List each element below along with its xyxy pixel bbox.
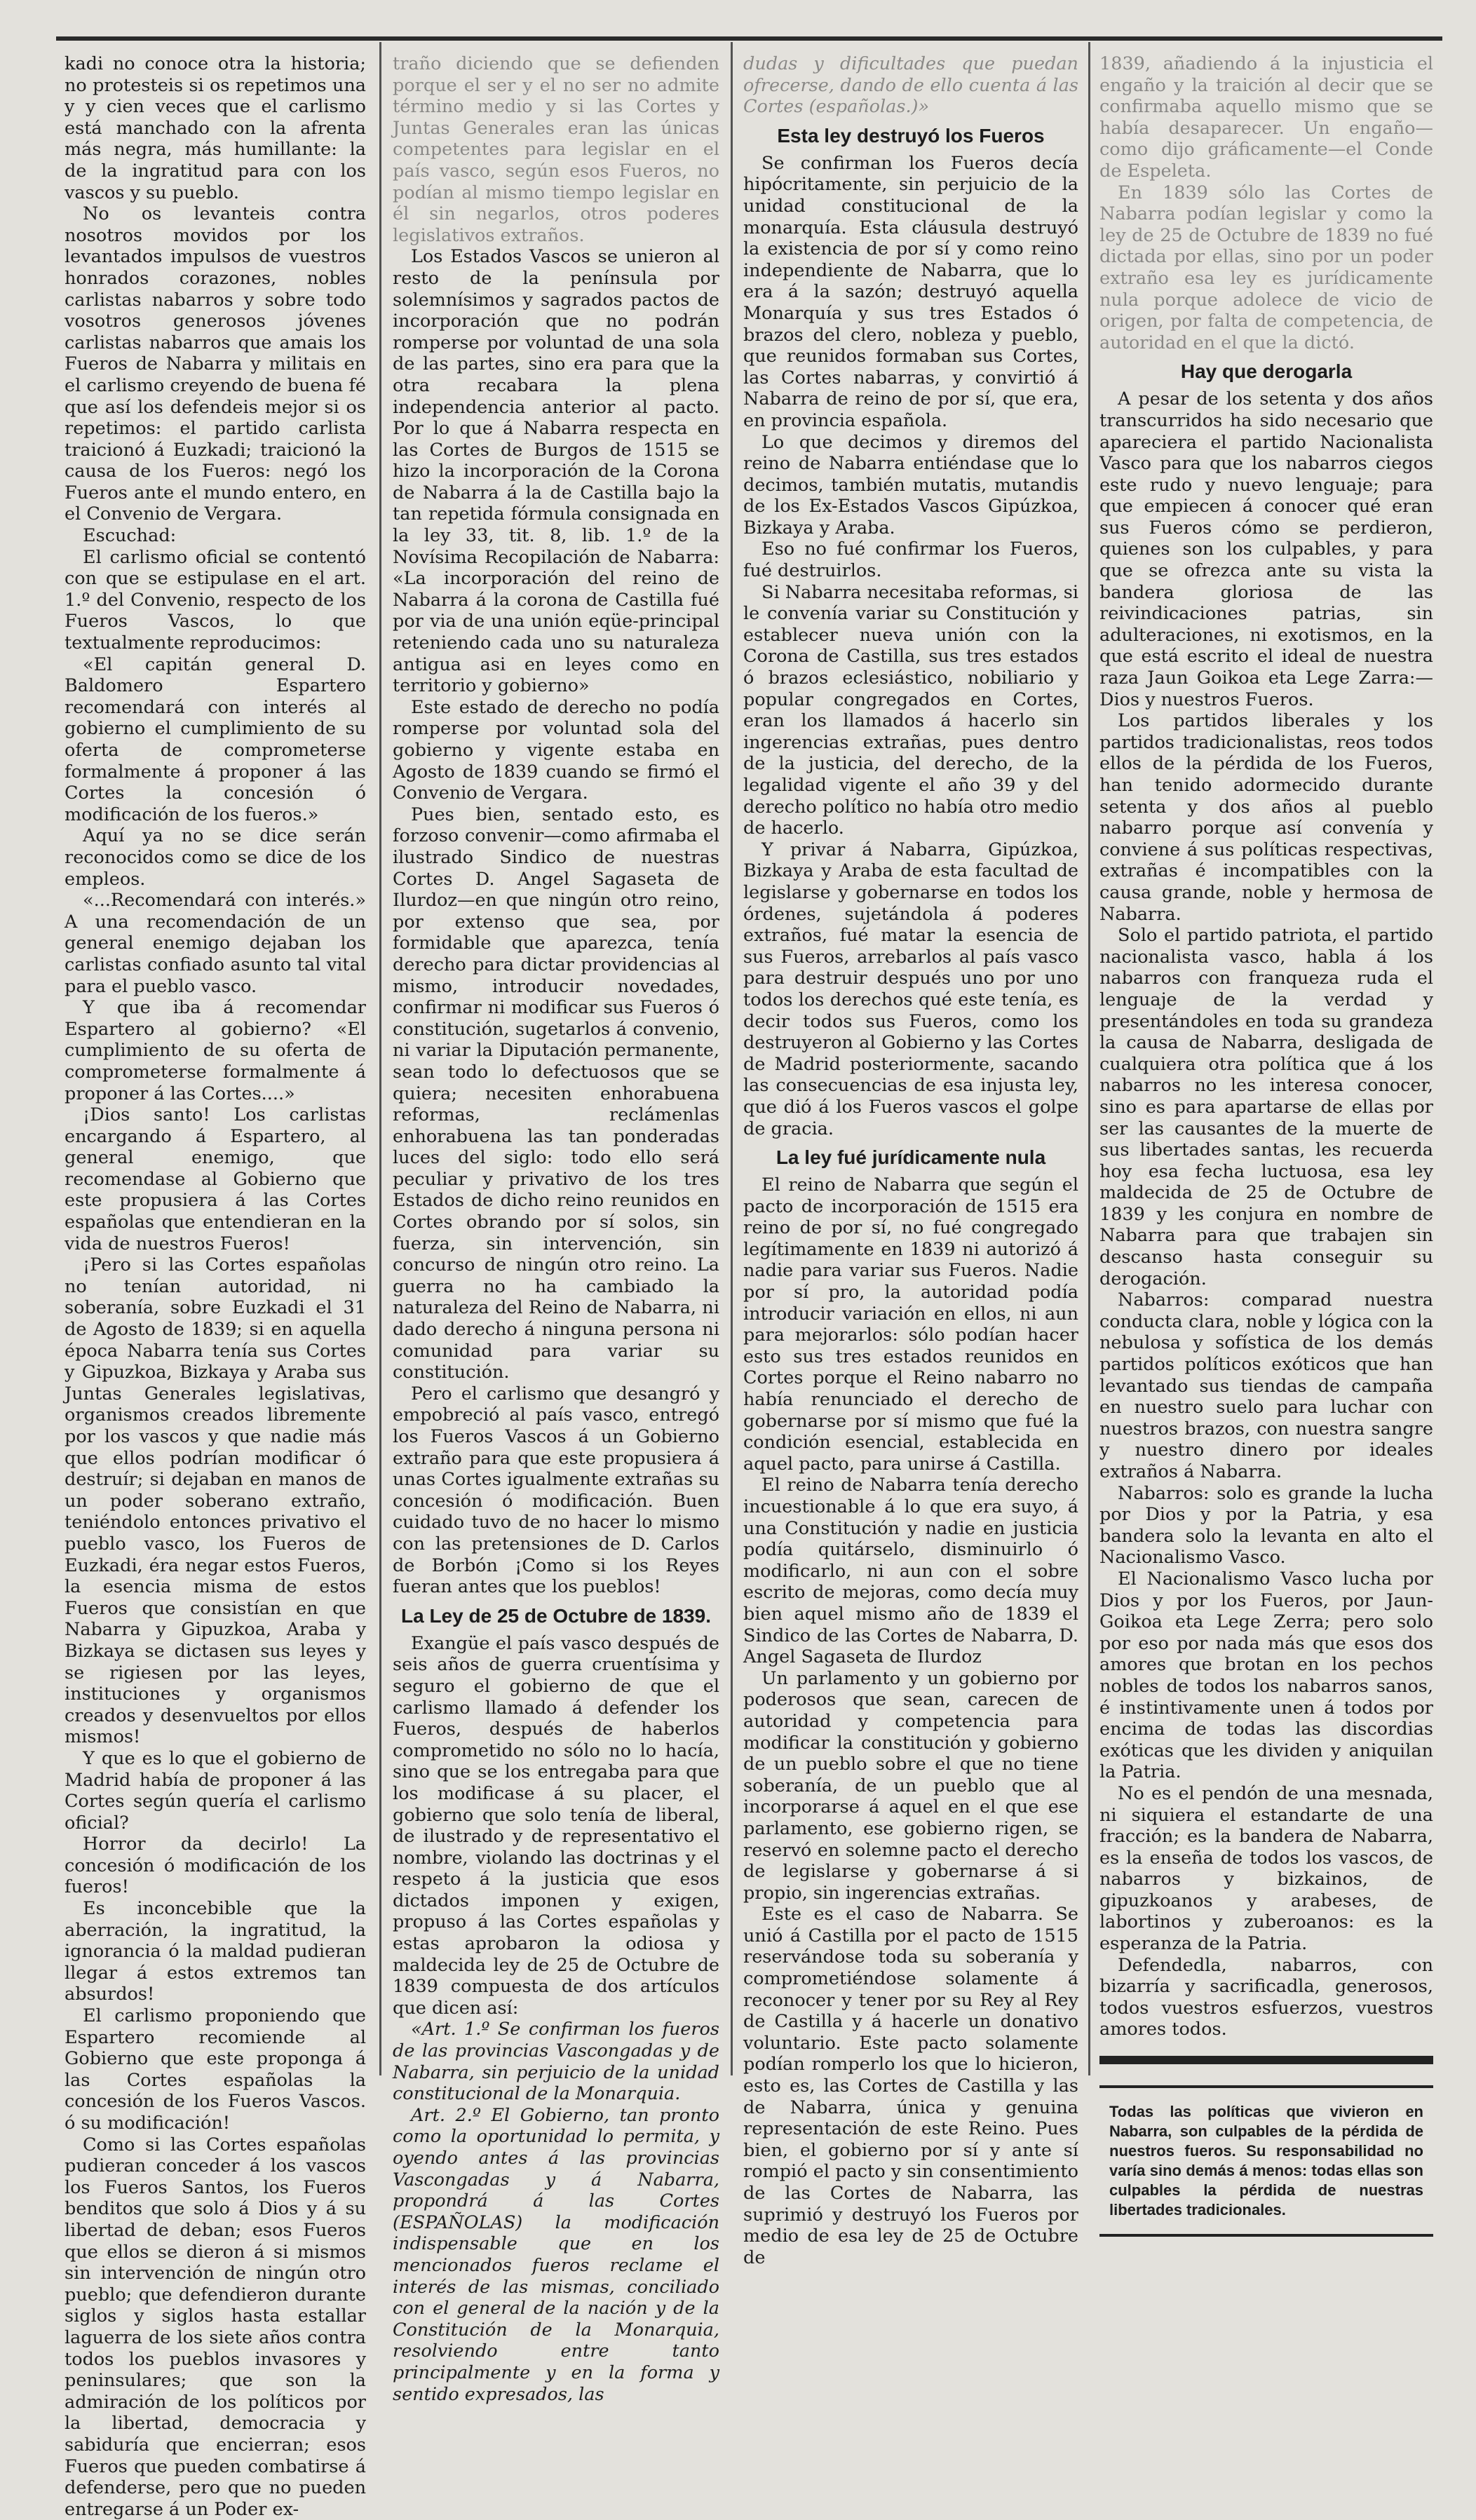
column-rule	[379, 42, 381, 2075]
column-3	[743, 53, 1078, 2268]
section-heading: Hay que derogarla	[1180, 360, 1353, 383]
paragraph: Y que es lo que el gobierno de Madrid había de proponer á las Cortes según quería el carlismo oficial?	[65, 1747, 366, 1834]
paragraph: Este estado de derecho no podía romperse por voluntad sola del gobierno y vigente estaba en Agosto de 1839 cuando se firmó el Convenio de Vergara.	[393, 696, 719, 804]
column-rule	[1088, 42, 1090, 2075]
top-border	[56, 36, 1442, 41]
paragraph: El reino de Nabarra tenía derecho incuestionable á lo que era suyo, á una Constitución y nadie en justicia podía quitárselo, disminuirlo ó modificarlo, ni aun con el sobre escrito de mejoras, como decía muy bien aquel mismo año de 1839 el Sindico de las Cortes de Nabarra, D. Angel Sagaseta de Ilurdoz	[743, 1475, 1078, 1668]
paragraph: Escuchad:	[83, 525, 177, 547]
paragraph: ¡Pero si las Cortes españolas no tenían autoridad, ni soberanía, sobre Euzkadi el 31 de Agosto de 1839; si en aquella época Nabarra tenía sus Cortes y Gipuzkoa, Bizkaya y Araba sus Juntas Generales legislativas, organismos creados libremente por los vascos y que nadie más que ellos podrían modificar ó destruír; si dejaban en manos de un poder soberano extraño, teniéndolo entonces privativo el pueblo vasco, los Fueros de Euzkadi, éra negar estos Fueros, la esencia misma de estos Fueros que consistían en que Nabarra y Gipuzkoa, Araba y Bizkaya se dictasen sus leyes y se rigiesen por las leyes, instituciones y organismos creados y desenvueltos por ellos mismos!	[65, 1254, 366, 1748]
paragraph: kadi no conoce otra la historia; no protesteis si os repetimos una y y cien veces que el carlismo está manchado con la afrenta más negra, más humillante: la de la ingratitud para con los vascos y su pueblo.	[65, 53, 366, 203]
paragraph: El reino de Nabarra que según el pacto de incorporación de 1515 era reino de por sí, no fué congregado legítimamente en 1839 ni autorizó á nadie para variar sus Fueros. Nadie por sí pro, la autoridad podía introducir variación en ellos, ni aun para mejorarlos: sólo podían hacer esto sus tres estados reunidos en Cortes porque el Reino nabarro no había renunciado el derecho de gobernarse por sí mismo que fué la condición esencial, establecida en aquel pacto, para unirse á Castilla.	[743, 1174, 1078, 1475]
paragraph: Horror da decirlo! La concesión ó modificación de los fueros!	[65, 1834, 366, 1898]
paragraph: Pues bien, sentado esto, es forzoso convenir—como afirmaba el ilustrado Sindico de nuestras Cortes D. Angel Sagaseta de Ilurdoz—en que ningún otro reino, por extenso que sea, por formidable que aparezca, tenía derecho para dictar providencias al mismo, introducir novedades, confirmar ni modificar sus Fueros ó constitución, sugetarlos á convenio, ni variar la Diputación permanente, sean todo lo defectuosos que se quiera; necesiten enhorabuena reformas, reclámenlas enhorabuena las tan ponderadas luces del siglo: todo ello será peculiar y privativo de los tres Estados de dicho reino reunidos en Cortes obrando por sí solos, sin fuerza, sin intervención, sin concurso de ningún otro reino. La guerra no ha cambiado la naturaleza del Reino de Nabarra, ni dado derecho á ninguna persona ni comunidad para variar su constitución.	[393, 804, 719, 1383]
section-heading: Esta ley destruyó los Fueros	[777, 124, 1045, 147]
paragraph: Art. 2.º El Gobierno, tan pronto como la oportunidad lo permita, y oyendo antes á las provincias Vascongadas y á Nabarra, propondrá á las Cortes (ESPAÑOLAS) la modificación indispensable que en los mencionados fueros reclame el interés de las mismas, conciliado con el general de la nación y de la Constitución de la Monarquia, resolviendo entre tanto principalmente y en la forma y sentido expresados, las	[393, 2104, 719, 2405]
paragraph: A pesar de los setenta y dos años transcurridos ha sido necesario que apareciera el partido Nacionalista Vasco para que los nabarros ciegos este rudo y nuevo lenguaje; para que empiecen á conocer qué eran sus Fueros cómo se perdieron, quienes son los culpables, y para que se ofrezca ante su vista la bandera gloriosa de las reivindicaciones patrias, sin adulteraciones, ni exotismos, en la que está escrito el ideal de nuestra raza Jaun Goikoa eta Lege Zarra:—Dios y nuestros Fueros.	[1099, 388, 1433, 710]
paragraph: Se confirman los Fueros decía hipócritamente, sin perjuicio de la unidad constitucional de la monarquía. Esta cláusula destruyó la existencia de por sí y como reino independiente de Nabarra, que lo era á la sazón; destruyó aquella Monarquía y sus tres Estados ó brazos del clero, nobleza y pueblo, que reunidos formaban sus Cortes, las Cortes nabarras, y convirtió á Nabarra de reino de por sí, que era, en provincia española.	[743, 152, 1078, 431]
paragraph: Los Estados Vascos se unieron al resto de la península por solemnísimos y sagrados pactos de incorporación que no podrán romperse por voluntad de una sola de las partes, sino era para que la otra recabara la plena independencia anterior al pacto. Por lo que á Nabarra respecta en las Cortes de Burgos de 1515 se hizo la incorporación de la Corona de Nabarra á la de Castilla bajo la tan repetida fórmula consignada en la ley 33, tit. 8, lib. 1.º de la Novísima Recopilación de Nabarra: «La incorporación del reino de Nabarra á la corona de Castilla fué por via de una unión eqüe-principal reteniendo cada uno su naturaleza antigua asi en leyes como en territorio y gobierno»	[393, 246, 719, 697]
paragraph: Un parlamento y un gobierno por poderosos que sean, carecen de autoridad y competencia para modificar la constitución y gobierno de un pueblo sobre el que no tiene soberanía, de un pueblo que al incorporarse á aquel en el que ese parlamento, ese gobierno rigen, se reservó en solemne pacto el derecho de legislarse y gobernarse á si propio, sin ingerencias extrañas.	[743, 1667, 1078, 1904]
section-heading: La ley fué jurídicamente nula	[776, 1146, 1046, 1169]
paragraph: Es inconcebible que la aberración, la ingratitud, la ignorancia ó la maldad pudieran llegar á estos extremos tan absurdos!	[65, 1898, 366, 2005]
paragraph: Si Nabarra necesitaba reformas, si le convenía variar su Constitución y establecer nueva unión con la Corona de Castilla, sus tres estados ó brazos eclesiástico, nobiliario y popular congregados en Cortes, eran los llamados á hacerlo sin ingerencias extrañas, pues dentro de la justicia, del derecho, de la legalidad vigente el año 39 y del derecho político no había otro medio de hacerlo.	[743, 581, 1078, 839]
paragraph: El carlismo proponiendo que Espartero recomiende al Gobierno que este proponga á las Cortes españolas la concesión de los Fueros Vascos. ó su modificación!	[65, 2005, 366, 2134]
paragraph: Eso no fué confirmar los Fueros, fué destruirlos.	[743, 538, 1078, 582]
paragraph: 1839, añadiendo á la injusticia el engaño y la traición al decir que se confirmaba aquello mismo que se había desaparecer. Un engaño—como dijo gráficamente—el Conde de Espeleta.	[1099, 53, 1433, 182]
paragraph: Y privar á Nabarra, Gipúzkoa, Bizkaya y Araba de esta facultad de legislarse y gobernarse en todos los órdenes, sujetándola á poderes extraños, fué matar la esencia de sus Fueros, arrebarlos al país vasco para destruir después uno por uno todos los derechos qué este tenía, es decir todos sus Fueros, como los destruyeron al Gobierno y las Cortes de Madrid posteriormente, sacando las consecuencias de esa injusta ley, que dió á los Fueros vascos el golpe de gracia.	[743, 839, 1078, 1139]
paragraph: No es el pendón de una mesnada, ni siquiera el estandarte de una fracción; es la bandera de Nabarra, es la enseña de todos los vascos, de nabarros y bizkainos, de gipuzkoanos y arabeses, de labortinos y zuberoanos: es la esperanza de la Patria.	[1099, 1782, 1433, 1955]
paragraph: Como si las Cortes españolas pudieran conceder á los vascos los Fueros Santos, los Fueros benditos que solo á Dios y á su libertad de deban; esos Fueros que ellos se dieron á si mismos sin intervención de ningún otro pueblo; que defendieron durante siglos y siglos hasta estallar laguerra de los siete años contra todos los pueblos invasores y peninsulares; que son la admiración de los políticos por la libertad, democracia y sabiduría que encierran; esos Fueros que pueden combatirse á defenderse, pero que no pueden entregarse á un Poder ex-	[65, 2134, 366, 2520]
paragraph: Defendedla, nabarros, con bizarría y sacrificadla, generosos, todos vuestros esfuerzos, vuestros amores todos.	[1099, 1954, 1433, 2040]
paragraph: Nabarros: comparad nuestra conducta clara, noble y lógica con la nebulosa y sofística de los demás partidos políticos exóticos que han levantado sus tiendas de campaña en nuestro suelo para luchar con nuestros brazos, con nuestra sangre y nuestro dinero por ideales extraños á Nabarra.	[1099, 1289, 1433, 1482]
section-heading: La Ley de 25 de Octubre de 1839.	[401, 1604, 711, 1627]
paragraph: «Art. 1.º Se confirman los fueros de las provincias Vascongadas y de Nabarra, sin perjuicio de la unidad constitucional de la Monarquia.	[393, 2019, 719, 2105]
paragraph: Este es el caso de Nabarra. Se unió á Castilla por el pacto de 1515 reservándose toda su soberanía y comprometiéndose solamente á reconocer y tener por su Rey al Rey de Castilla y á hacerle un donativo voluntario. Este pacto solamente podían romperlo los que lo hicieron, esto es, las Cortes de Castilla y las de Nabarra, única y genuina representación de este Reino. Pues bien, el gobierno por sí y ante sí rompió el pacto y sin consentimiento de las Cortes de Nabarra, las suprimió y destruyó los Fueros por medio de esa ley de 25 de Octubre de	[743, 1904, 1078, 2268]
paragraph: Los partidos liberales y los partidos tradicionalistas, reos todos ellos de la pérdida de los Fueros, han tenido adormecido durante setenta y dos años al pueblo nabarro porque así convenía y conviene á sus políticas respectivas, extrañas é incompatibles con la causa grande, noble y hermosa de Nabarra.	[1099, 710, 1433, 925]
column-1	[65, 53, 366, 2520]
paragraph: No os levanteis contra nosotros movidos por los levantados impulsos de vuestros honrados corazones, nobles carlistas nabarros y sobre todo vosotros generosos jóvenes carlistas nabarros que amais los Fueros de Nabarra y militais en el carlismo creyendo de buena fé que así los defendeis mejor si os repetimos: el partido carlista traicionó á Euzkadi; traicionó la causa de los Fueros: negó los Fueros ante el mundo entero, en el Convenio de Vergara.	[65, 203, 366, 525]
paragraph: En 1839 sólo las Cortes de Nabarra podían legislar y como la ley de 25 de Octubre de 1839 no fué dictada por ellas, sino por un poder extraño esa ley es jurídicamente nula porque adolece de vicio de origen, por falta de competencia, de autoridad en el que la dictó.	[1099, 182, 1433, 353]
paragraph: Y que iba á recomendar Espartero al gobierno? «El cumplimiento de su oferta de comprometerse formalmente á proponer á las Cortes....»	[65, 997, 366, 1104]
paragraph: traño diciendo que se defienden porque el ser y el no ser no admite término medio y si las Cortes y Juntas Generales eran las únicas competentes para legislar en el país vasco, según esos Fueros, no podían al mismo tiempo legislar en él sin negarlos, otros poderes legislativos extraños.	[393, 53, 719, 246]
boxed-note: Todas las políticas que vivieron en Nabarra, son culpables de la pérdida de nuestros fueros. Su responsabilidad no varía sino demás á menos: todas ellas son culpables la pérdida de nuestras libertades tradicionales.	[1099, 2085, 1433, 2237]
paragraph: Nabarros: solo es grande la lucha por Dios y por la Patria, y esa bandera solo la levanta en alto el Nacionalismo Vasco.	[1099, 1482, 1433, 1569]
paragraph: Solo el partido patriota, el partido nacionalista vasco, habla á los nabarros con franqueza ruda el lenguaje de la verdad y presentándoles en toda su grandeza la causa de Nabarra, desligada de cualquiera otra política que á los nabarros no les interesa conocer, sino es para apartarse de ellas por ser las causantes de la muerte de sus libertades santas, les recuerda hoy esa fecha luctuosa, esa ley maldecida de 25 de Octubre de 1839 y les conjura en nombre de Nabarra para que trabajen sin descanso hasta conseguir su derogación.	[1099, 925, 1433, 1289]
paragraph: «...Recomendará con interés.» A una recomendación de un general enemigo dejaban los carlistas confiado asunto tal vital para el pueblo vasco.	[65, 890, 366, 997]
paragraph: El Nacionalismo Vasco lucha por Dios y por los Fueros, por Jaun-Goikoa eta Lege Zerra; pero solo por eso por nada más que esos dos amores que brotan en los pechos nobles de todos los nabarros sanos, é instintivamente unen á todos por encima de todas las discordias exóticas que les dividen y aniquilan la Patria.	[1099, 1568, 1433, 1783]
paragraph: El carlismo oficial se contentó con que se estipulase en el art. 1.º del Convenio, respecto de los Fueros Vascos, lo que textualmente reproducimos:	[65, 546, 366, 654]
paragraph: Pero el carlismo que desangró y empobreció al país vasco, entregó los Fueros Vascos á un Gobierno extraño para que este propusiera á unas Cortes igualmente extrañas su concesión ó modificación. Buen cuidado tuvo de no hacer lo mismo con las pretensiones de D. Carlos de Borbón ¡Como si los Reyes fueran antes que los pueblos!	[393, 1383, 719, 1598]
paragraph: ¡Dios santo! Los carlistas encargando á Espartero, al general enemigo, que recomendase al Gobierno que este propusiera á las Cortes españolas que entendieran en la vida de nuestros Fueros!	[65, 1104, 366, 1254]
column-rule	[731, 42, 733, 2075]
column-4	[1099, 53, 1433, 2219]
paragraph: Exangüe el país vasco después de seis años de guerra cruentísima y seguro el gobierno de que el carlismo llamado á defender los Fueros, después de haberlos comprometido no sólo no lo hacía, sino que se los entregaba para que los modificase á su placer, el gobierno que solo tenía de liberal, de ilustrado y de representativo el nombre, violando las doctrinas y el respeto á la justicia que esos dictados imponen y exigen, propuso á las Cortes españolas y estas aprobaron la odiosa y maldecida ley de 25 de Octubre de 1839 compuesta de dos artículos que dicen así:	[393, 1632, 719, 2019]
divider	[1099, 2056, 1433, 2064]
paragraph: dudas y dificultades que puedan ofrecerse, dando de ello cuenta á las Cortes (españolas.)»	[743, 53, 1078, 118]
paragraph: «El capitán general D. Baldomero Espartero recomendará con interés al gobierno el cumplimiento de su oferta de comprometerse formalmente á proponer á las Cortes la concesión ó modificación de los fueros.»	[65, 653, 366, 825]
column-2	[393, 53, 719, 2405]
paragraph: Lo que decimos y diremos del reino de Nabarra entiéndase que lo decimos, también mutatis, mutandis de los Ex-Estados Vascos Gipúzkoa, Bizkaya y Araba.	[743, 431, 1078, 538]
paragraph: Aquí ya no se dice serán reconocidos como se dice de los empleos.	[65, 825, 366, 890]
